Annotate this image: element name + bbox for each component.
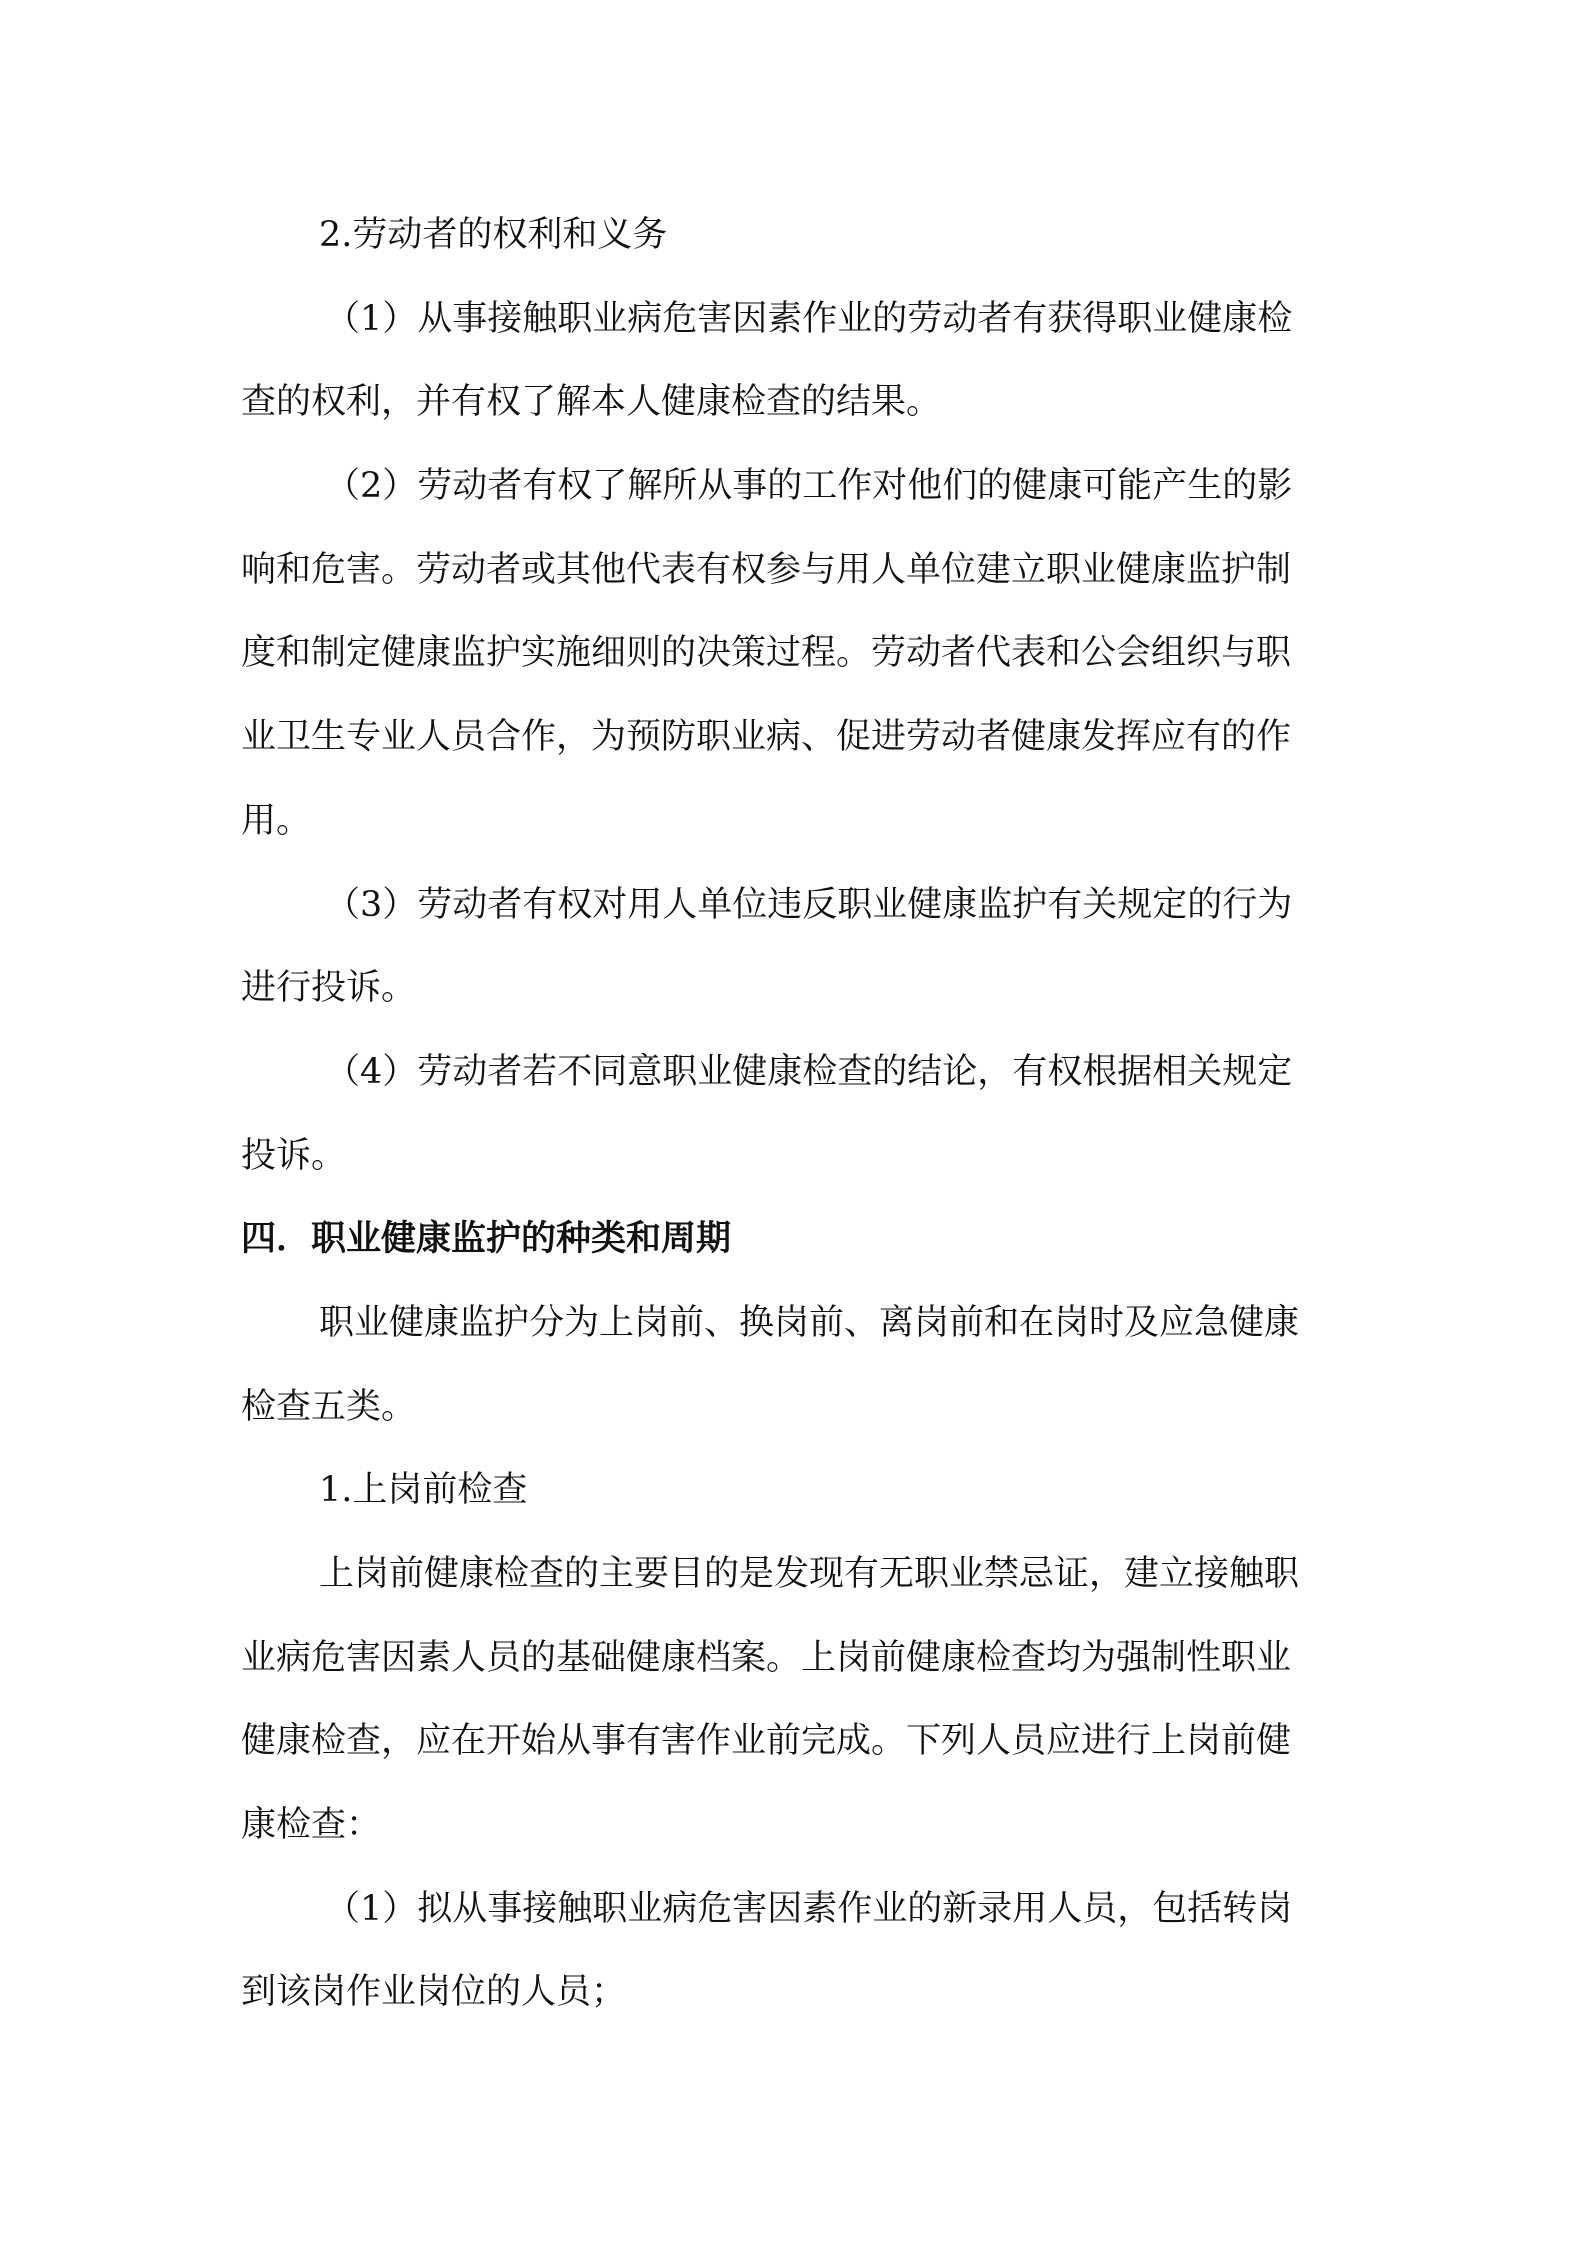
paragraph-line: 检查五类。 <box>241 1387 417 1427</box>
paragraph-line: 投诉。 <box>241 1136 347 1176</box>
paragraph-line: （1）从事接触职业病危害因素作业的劳动者有获得职业健康检 <box>325 299 1293 339</box>
paragraph-line: （4）劳动者若不同意职业健康检查的结论，有权根据相关规定 <box>325 1052 1293 1092</box>
paragraph-line: 业卫生专业人员合作，为预防职业病、促进劳动者健康发挥应有的作 <box>241 717 1292 757</box>
paragraph-line: 健康检查，应在开始从事有害作业前完成。下列人员应进行上岗前健 <box>241 1721 1292 1761</box>
paragraph-line: 业病危害因素人员的基础健康档案。上岗前健康检查均为强制性职业 <box>241 1638 1292 1678</box>
subsection-title-rights: 2.劳动者的权利和义务 <box>319 215 668 255</box>
paragraph-line: 康检查： <box>241 1805 382 1845</box>
paragraph-line: （3）劳动者有权对用人单位违反职业健康监护有关规定的行为 <box>325 885 1293 925</box>
paragraph-line: （1）拟从事接触职业病危害因素作业的新录用人员，包括转岗 <box>325 1889 1293 1929</box>
paragraph-line: 用。 <box>241 801 312 841</box>
paragraph-line: 进行投诉。 <box>241 968 417 1008</box>
section-heading: 四．职业健康监护的种类和周期 <box>241 1218 732 1259</box>
paragraph-line: 度和制定健康监护实施细则的决策过程。劳动者代表和公会组织与职 <box>241 633 1292 673</box>
paragraph-line: 到该岗作业岗位的人员； <box>241 1972 627 2012</box>
paragraph-line: （2）劳动者有权了解所从事的工作对他们的健康可能产生的影 <box>325 466 1293 506</box>
paragraph-line: 职业健康监护分为上岗前、换岗前、离岗前和在岗时及应急健康 <box>319 1303 1300 1343</box>
paragraph-line: 响和危害。劳动者或其他代表有权参与用人单位建立职业健康监护制 <box>241 550 1292 590</box>
paragraph-line: 查的权利，并有权了解本人健康检查的结果。 <box>241 382 942 422</box>
paragraph-line: 上岗前健康检查的主要目的是发现有无职业禁忌证，建立接触职 <box>319 1554 1300 1594</box>
subsection-title-pre-employment: 1.上岗前检查 <box>319 1470 528 1510</box>
